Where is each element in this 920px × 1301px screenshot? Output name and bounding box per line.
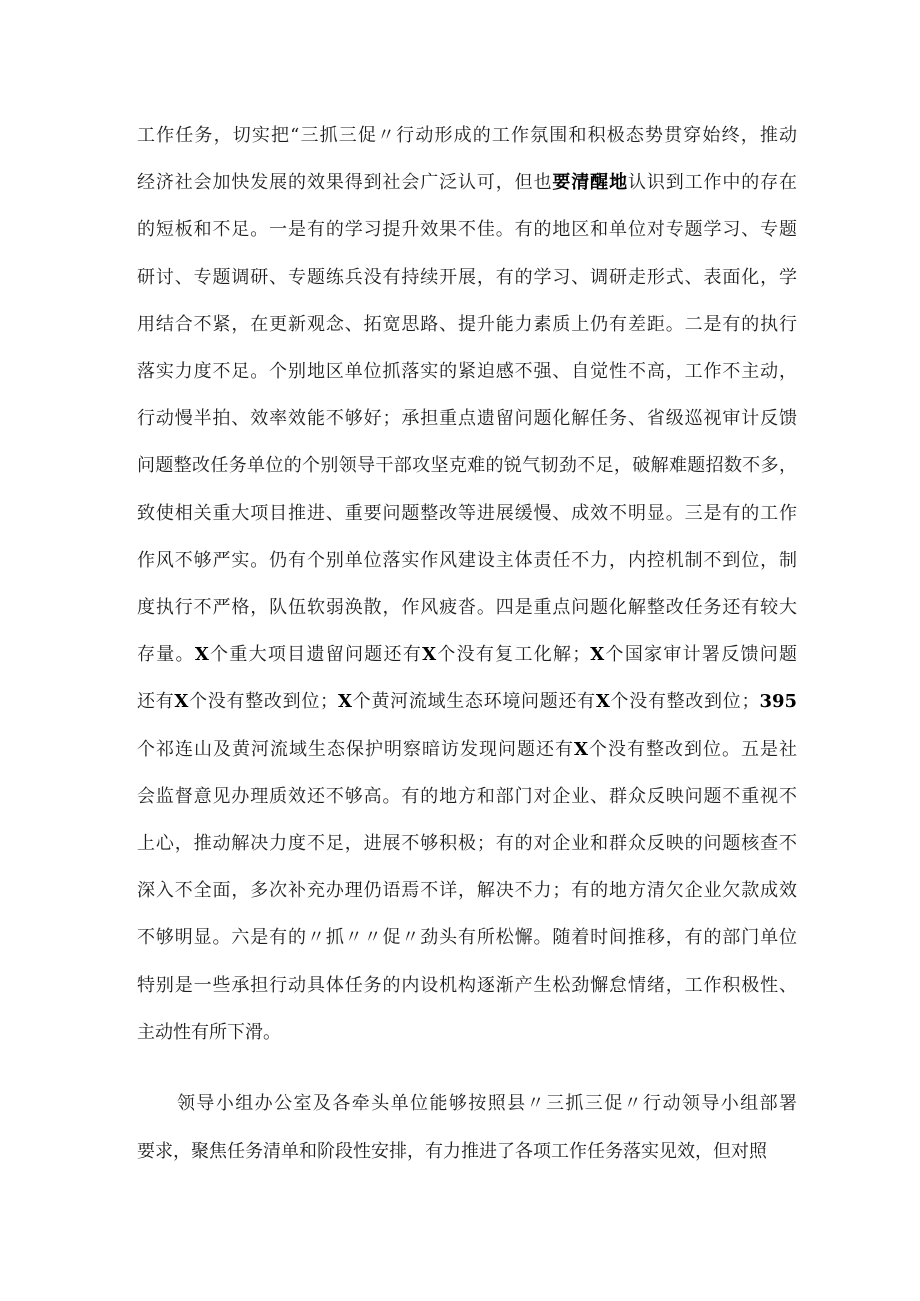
text-run: 用结合不紧，在更新观念、拓宽思路、提升能力素质上仍有差距。二是有的执行 — [137, 313, 797, 335]
text-line — [137, 585, 797, 631]
text-run: 致使相关重大项目推进、重要问题整改等进展缓慢、成效不明显。三是有的工作 — [137, 502, 797, 524]
bold-text: X — [590, 644, 605, 666]
text-line — [137, 868, 797, 914]
text-line — [137, 443, 797, 489]
text-run: 问题整改任务单位的个别领导干部攻坚克难的锐气韧劲不足，破解难题招数不多， — [137, 455, 797, 477]
text-run: 个重大项目遗留问题还有 — [208, 644, 423, 666]
text-line — [137, 774, 797, 820]
text-run: 领导小组办公室及各牵头单位能够按照县〃三抓三促〃行动领导小组部署 — [177, 1093, 797, 1114]
text-line — [137, 396, 797, 442]
bold-text: X — [174, 691, 189, 713]
text-run: 工作任务，切实把“三抓三促〃行动形成的工作氛围和积极态势贯穿始终，推动 — [137, 125, 797, 146]
text-line — [137, 1010, 797, 1056]
text-run: 不够明显。六是有的〃抓〃〃促〃劲头有所松懈。随着时间推移，有的部门单位 — [137, 927, 797, 949]
text-line — [137, 349, 797, 395]
text-line — [137, 915, 797, 961]
text-run: 深入不全面，多次补充办理仍语焉不详，解决不力；有的地方清欠企业欠款成效 — [137, 880, 797, 902]
bold-text: X — [422, 644, 437, 666]
bold-text: 395 — [759, 691, 797, 713]
text-run: 上心，推动解决力度不足，进展不够积极；有的对企业和群众反映的问题核查不 — [137, 833, 797, 854]
bold-text: X — [574, 738, 588, 760]
text-line — [137, 207, 797, 253]
text-line — [137, 302, 797, 348]
text-run: 会监督意见办理质效还不够高。有的地方和部门对企业、群众反映问题不重视不 — [137, 785, 797, 807]
text-line — [177, 1081, 797, 1127]
text-line — [137, 113, 797, 159]
text-run: 经济社会加快发展的效果得到社会广泛认可，但也 — [137, 172, 553, 194]
text-run: 认识到工作中的存在 — [627, 172, 797, 194]
text-run: 度执行不严格，队伍软弱涣散，作风疲沓。四是重点问题化解整改任务还有较大 — [137, 597, 797, 618]
text-run: 要求，聚焦任务清单和阶段性安排，有力推进了各项工作任务落实见效，但对照 — [137, 1140, 767, 1162]
text-line — [137, 963, 797, 1009]
text-run: 特别是一些承担行动具体任务的内设机构逐渐产生松劲懈怠情绪，工作积极性、 — [137, 974, 797, 996]
bold-text: 要清醒地 — [552, 172, 628, 194]
bold-text: X — [595, 691, 610, 713]
text-run: 存量。 — [137, 644, 195, 666]
text-line — [137, 255, 797, 301]
text-line — [137, 821, 797, 867]
text-run: 还有 — [137, 691, 175, 713]
text-line — [137, 727, 797, 773]
text-run: 个没有整改到位； — [609, 691, 760, 713]
text-line — [137, 679, 797, 725]
text-run: 作风不够严实。仍有个别单位落实作风建设主体责任不力，内控机制不到位，制 — [137, 549, 797, 571]
text-line — [137, 1129, 797, 1175]
text-line — [137, 538, 797, 584]
text-line — [137, 160, 797, 206]
text-line — [137, 491, 797, 537]
text-run: 主动性有所下滑。 — [137, 1021, 281, 1043]
bold-text: X — [194, 644, 209, 666]
text-run: 落实力度不足。个别地区单位抓落实的紧迫感不强、自觉性不高，工作不主动， — [137, 361, 797, 382]
text-run: 个没有整改到位； — [188, 691, 339, 713]
bold-text: X — [338, 691, 352, 713]
text-run: 个黄河流域生态环境问题还有 — [352, 691, 596, 713]
text-run: 个没有整改到位。五是社 — [588, 738, 797, 760]
text-line — [137, 632, 797, 678]
text-run: 研讨、专题调研、专题练兵没有持续开展，有的学习、调研走形式、表面化，学 — [137, 266, 797, 288]
text-run: 个祁连山及黄河流域生态保护明察暗访发现问题还有 — [137, 738, 575, 760]
text-run: 行动慢半拍、效率效能不够好；承担重点遗留问题化解任务、省级巡视审计反馈 — [137, 408, 797, 430]
text-run: 的短板和不足。一是有的学习提升效果不佳。有的地区和单位对专题学习、专题 — [137, 219, 797, 241]
text-run: 个国家审计署反馈问题 — [604, 644, 797, 666]
text-run: 个没有复工化解； — [436, 644, 591, 666]
